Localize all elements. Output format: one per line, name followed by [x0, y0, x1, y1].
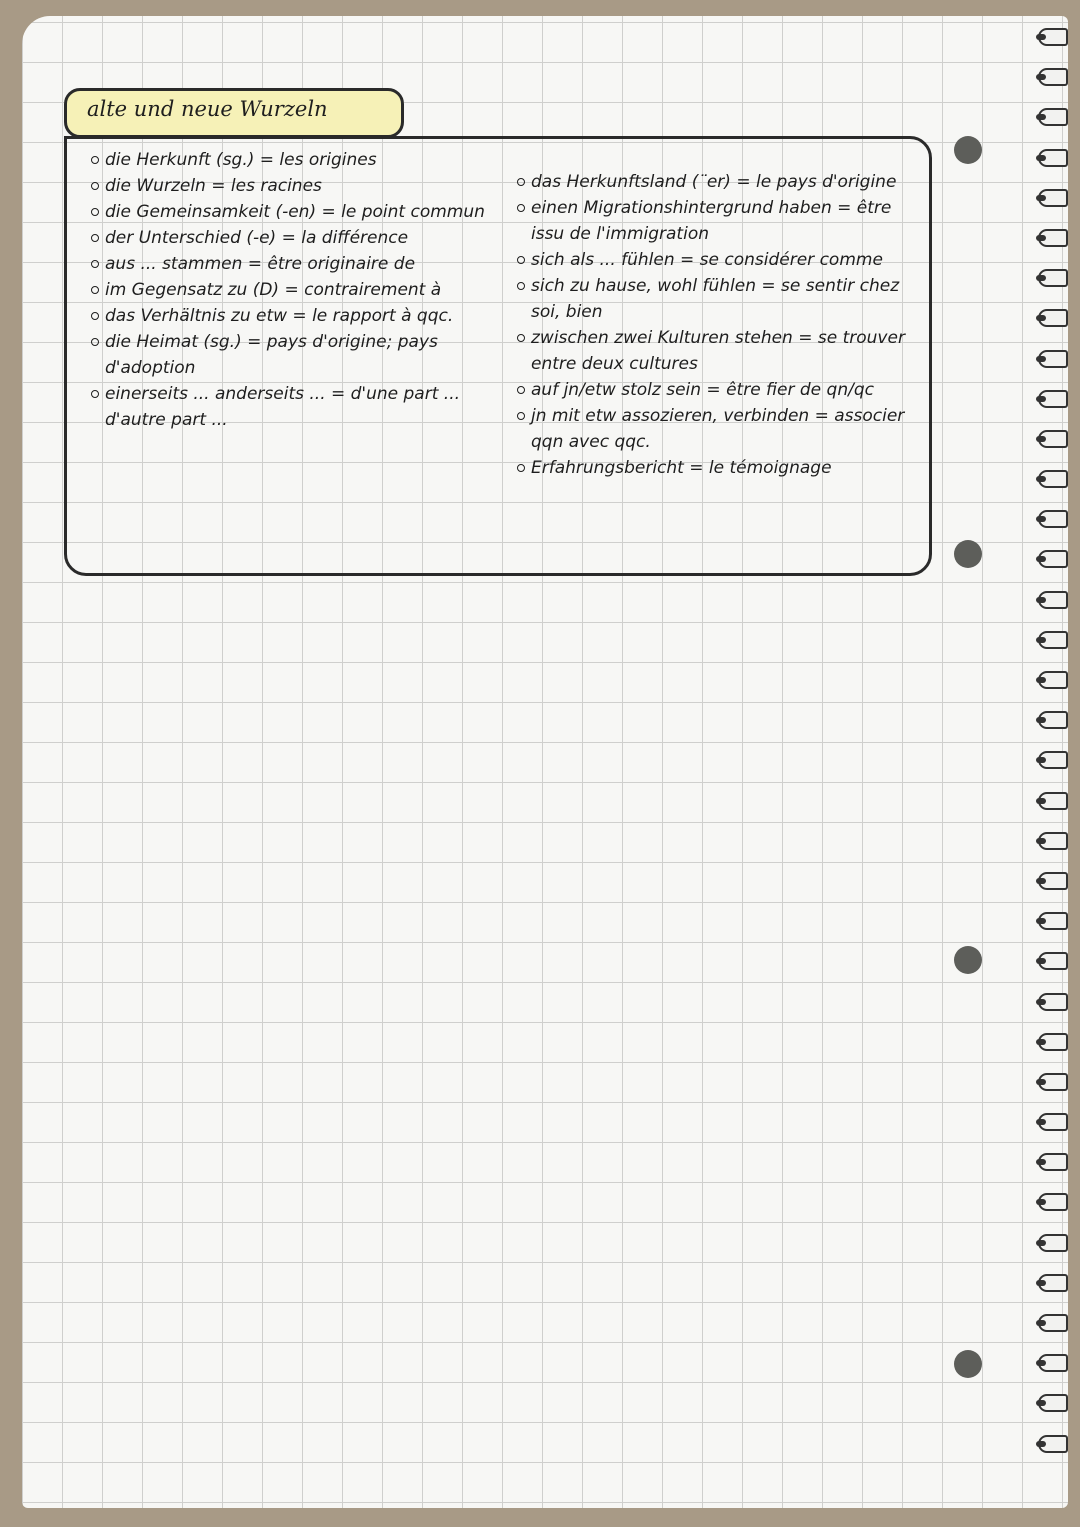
spiral-coil: [1038, 1073, 1068, 1091]
list-item: aus ... stammen = être originaire de: [91, 251, 487, 277]
spiral-coil: [1038, 993, 1068, 1011]
spiral-coil: [1038, 28, 1068, 46]
list-item: Erfahrungsbericht = le témoignage: [517, 455, 917, 481]
list-item: einen Migrationshintergrund haben = être issu de l'immigration: [517, 195, 917, 247]
spiral-coil: [1038, 1435, 1068, 1453]
spiral-coil: [1038, 1354, 1068, 1372]
list-item: die Herkunft (sg.) = les origines: [91, 147, 487, 173]
list-item: sich als ... fühlen = se considérer comme: [517, 247, 917, 273]
page-title: alte und neue Wurzeln: [87, 97, 328, 121]
list-item: sich zu hause, wohl fühlen = se sentir chez soi, bien: [517, 273, 917, 325]
list-item: die Gemeinsamkeit (-en) = le point commun: [91, 199, 487, 225]
list-item: auf jn/etw stolz sein = être fier de qn/qc: [517, 377, 917, 403]
spiral-coil: [1038, 390, 1068, 408]
spiral-coil: [1038, 792, 1068, 810]
spiral-coil: [1038, 189, 1068, 207]
spiral-coil: [1038, 269, 1068, 287]
punch-hole: [954, 1350, 982, 1378]
list-item: zwischen zwei Kulturen stehen = se trouver entre deux cultures: [517, 325, 917, 377]
spiral-coil: [1038, 1153, 1068, 1171]
spiral-coil: [1038, 1033, 1068, 1051]
list-item: die Heimat (sg.) = pays d'origine; pays d'adoption: [91, 329, 487, 381]
spiral-coil: [1038, 309, 1068, 327]
punch-hole: [954, 136, 982, 164]
spiral-coil: [1038, 350, 1068, 368]
vocabulary-box: [64, 136, 932, 576]
spiral-coil: [1038, 1113, 1068, 1131]
list-item: der Unterschied (-e) = la différence: [91, 225, 487, 251]
spiral-coil: [1038, 1394, 1068, 1412]
list-item: die Wurzeln = les racines: [91, 173, 487, 199]
spiral-coil: [1038, 1234, 1068, 1252]
list-item: im Gegensatz zu (D) = contrairement à: [91, 277, 487, 303]
notebook-page: [22, 16, 1068, 1508]
vocab-list-right: [517, 169, 917, 481]
spiral-coil: [1038, 1274, 1068, 1292]
spiral-coil: [1038, 631, 1068, 649]
spiral-coil: [1038, 711, 1068, 729]
spiral-coil: [1038, 591, 1068, 609]
spiral-binding: [1038, 28, 1074, 1475]
spiral-coil: [1038, 872, 1068, 890]
punch-hole: [954, 540, 982, 568]
spiral-coil: [1038, 430, 1068, 448]
title-tab: [64, 88, 404, 138]
spiral-coil: [1038, 229, 1068, 247]
spiral-coil: [1038, 550, 1068, 568]
spiral-coil: [1038, 1314, 1068, 1332]
spiral-coil: [1038, 832, 1068, 850]
spiral-coil: [1038, 952, 1068, 970]
spiral-coil: [1038, 149, 1068, 167]
punch-hole: [954, 946, 982, 974]
vocab-list-left: [91, 147, 487, 433]
spiral-coil: [1038, 912, 1068, 930]
spiral-coil: [1038, 751, 1068, 769]
spiral-coil: [1038, 470, 1068, 488]
spiral-coil: [1038, 671, 1068, 689]
spiral-coil: [1038, 510, 1068, 528]
spiral-coil: [1038, 1193, 1068, 1211]
list-item: jn mit etw assozieren, verbinden = associer qqn avec qqc.: [517, 403, 917, 455]
list-item: das Verhältnis zu etw = le rapport à qqc.: [91, 303, 487, 329]
list-item: das Herkunftsland (¨er) = le pays d'origine: [517, 169, 917, 195]
list-item: einerseits ... anderseits ... = d'une part ... d'autre part ...: [91, 381, 487, 433]
spiral-coil: [1038, 68, 1068, 86]
spiral-coil: [1038, 108, 1068, 126]
